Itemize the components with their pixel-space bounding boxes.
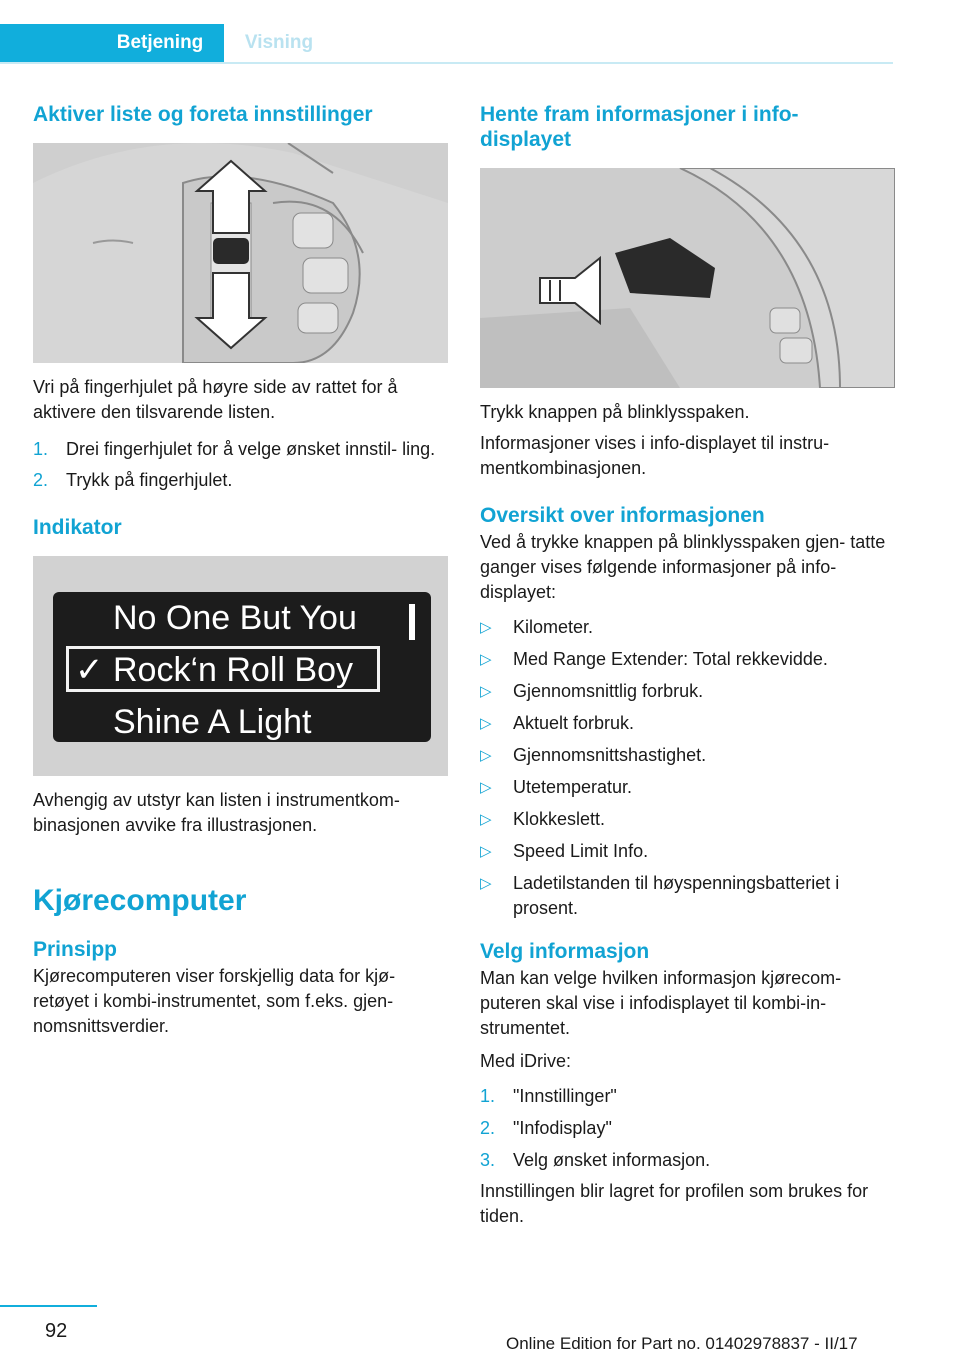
header-tab-betjening[interactable]: Betjening <box>96 24 224 62</box>
paragraph-indicator: Avhengig av utstyr kan listen i instrumentkom‐ binasjonen avvike fra illustrasjonen. <box>33 790 400 835</box>
select-steps-list <box>480 1084 895 1173</box>
list-item <box>480 679 895 704</box>
bullet-text: Klokkeslett. <box>513 809 606 829</box>
paragraph-activate: Vri på fingerhjulet på høyre side av rattet for å aktivere den tilsvarende listen. <box>33 377 398 422</box>
list-item <box>480 839 895 864</box>
list-item <box>480 1084 895 1109</box>
paragraph-select: Man kan velge hvilken informasjon kjørecom‐ puteren skal vise i infodisplayet til kombi-in‐ strumentet. <box>480 968 842 1038</box>
bullet-text: Speed Limit Info. <box>513 841 649 861</box>
paragraph-overview: Ved å trykke knappen på blinklysspaken gjen‐ tatte ganger vises følgende informasjoner på info-displayet: <box>480 532 886 602</box>
triangle-bullet-icon: ▷ <box>480 747 492 764</box>
footer-accent-line <box>0 1305 97 1307</box>
list-item <box>480 871 895 921</box>
step-text: Trykk på fingerhjulet. <box>66 470 233 490</box>
header-accent-bar <box>0 24 96 62</box>
bullet-text: Ladetilstanden til høyspenningsbatteriet i prosent. <box>513 873 840 918</box>
step-text: "Innstillinger" <box>513 1086 617 1106</box>
bullet-text: Aktuelt forbruk. <box>513 713 635 733</box>
list-item <box>480 743 895 768</box>
step-number: 3. <box>480 1150 496 1170</box>
edition-note: Online Edition for Part no. 01402978837 - II/17 <box>506 1334 858 1353</box>
list-item <box>33 437 448 462</box>
triangle-bullet-icon: ▷ <box>480 683 492 700</box>
heading-trip-computer: Kjørecomputer <box>33 884 247 917</box>
list-item <box>480 1116 895 1141</box>
step-number: 2. <box>480 1118 496 1138</box>
step-text: Velg ønsket informasjon. <box>513 1150 711 1170</box>
paragraph-fetch-1: Trykk knappen på blinklysspaken. <box>480 402 750 422</box>
indicator-display-illustration <box>33 556 448 776</box>
overview-bullet-list <box>480 615 895 921</box>
display-item-3: Shine A Light <box>113 703 312 741</box>
check-icon: ✓ <box>75 651 104 689</box>
bullet-text: Med Range Extender: Total rekkevidde. <box>513 649 828 669</box>
heading-fetch-info: Hente fram informasjoner i info‐ displayet <box>480 103 799 151</box>
paragraph-principle: Kjørecomputeren viser forskjellig data for kjø‐ retøyet i kombi-instrumentet, som f.eks. gjen‐ nomsnittsverdier. <box>33 966 396 1036</box>
heading-principle: Prinsipp <box>33 938 118 961</box>
step-number: 1. <box>480 1086 496 1106</box>
bullet-text: Gjennomsnittshastighet. <box>513 745 707 765</box>
step-text: "Infodisplay" <box>513 1118 612 1138</box>
list-item <box>33 468 448 493</box>
display-item-2: Rock‘n Roll Boy <box>113 651 353 689</box>
left-column <box>33 102 448 1039</box>
list-item <box>480 647 895 672</box>
list-item <box>480 775 895 800</box>
heading-indicator: Indikator <box>33 516 122 539</box>
steering-wheel-drawing <box>33 143 448 363</box>
list-item <box>480 615 895 640</box>
display-item-1: No One But You <box>113 599 357 637</box>
triangle-bullet-icon: ▷ <box>480 619 492 636</box>
heading-select-info: Velg informasjon <box>480 940 650 963</box>
page-number: 92 <box>45 1320 68 1342</box>
triangle-bullet-icon: ▷ <box>480 875 492 892</box>
turn-signal-lever-drawing <box>480 168 895 388</box>
triangle-bullet-icon: ▷ <box>480 779 492 796</box>
bullet-text: Gjennomsnittlig forbruk. <box>513 681 704 701</box>
bullet-text: Utetemperatur. <box>513 777 633 797</box>
triangle-bullet-icon: ▷ <box>480 843 492 860</box>
step-text: Drei fingerhjulet for å velge ønsket innstil‐ ling. <box>66 439 436 459</box>
heading-activate-list: Aktiver liste og foreta innstillinger <box>33 103 373 126</box>
steering-wheel-illustration <box>33 143 448 363</box>
turn-signal-lever-illustration <box>480 168 895 388</box>
right-column <box>480 102 895 1229</box>
display-scrollbar <box>409 604 415 640</box>
heading-overview: Oversikt over informasjonen <box>480 504 765 527</box>
list-item <box>480 1148 895 1173</box>
bullet-text: Kilometer. <box>513 617 594 637</box>
paragraph-saved: Innstillingen blir lagret for profilen som brukes for tiden. <box>480 1181 869 1226</box>
step-number: 2. <box>33 470 49 490</box>
step-number: 1. <box>33 439 49 459</box>
list-item <box>480 711 895 736</box>
triangle-bullet-icon: ▷ <box>480 811 492 828</box>
header-tab-visning[interactable]: Visning <box>224 24 334 62</box>
activate-steps-list <box>33 437 448 493</box>
running-header <box>0 24 893 64</box>
paragraph-idrive: Med iDrive: <box>480 1051 572 1071</box>
paragraph-fetch-2: Informasjoner vises i info-displayet til instru‐ mentkombinasjonen. <box>480 433 830 478</box>
triangle-bullet-icon: ▷ <box>480 715 492 732</box>
triangle-bullet-icon: ▷ <box>480 651 492 668</box>
list-item <box>480 807 895 832</box>
